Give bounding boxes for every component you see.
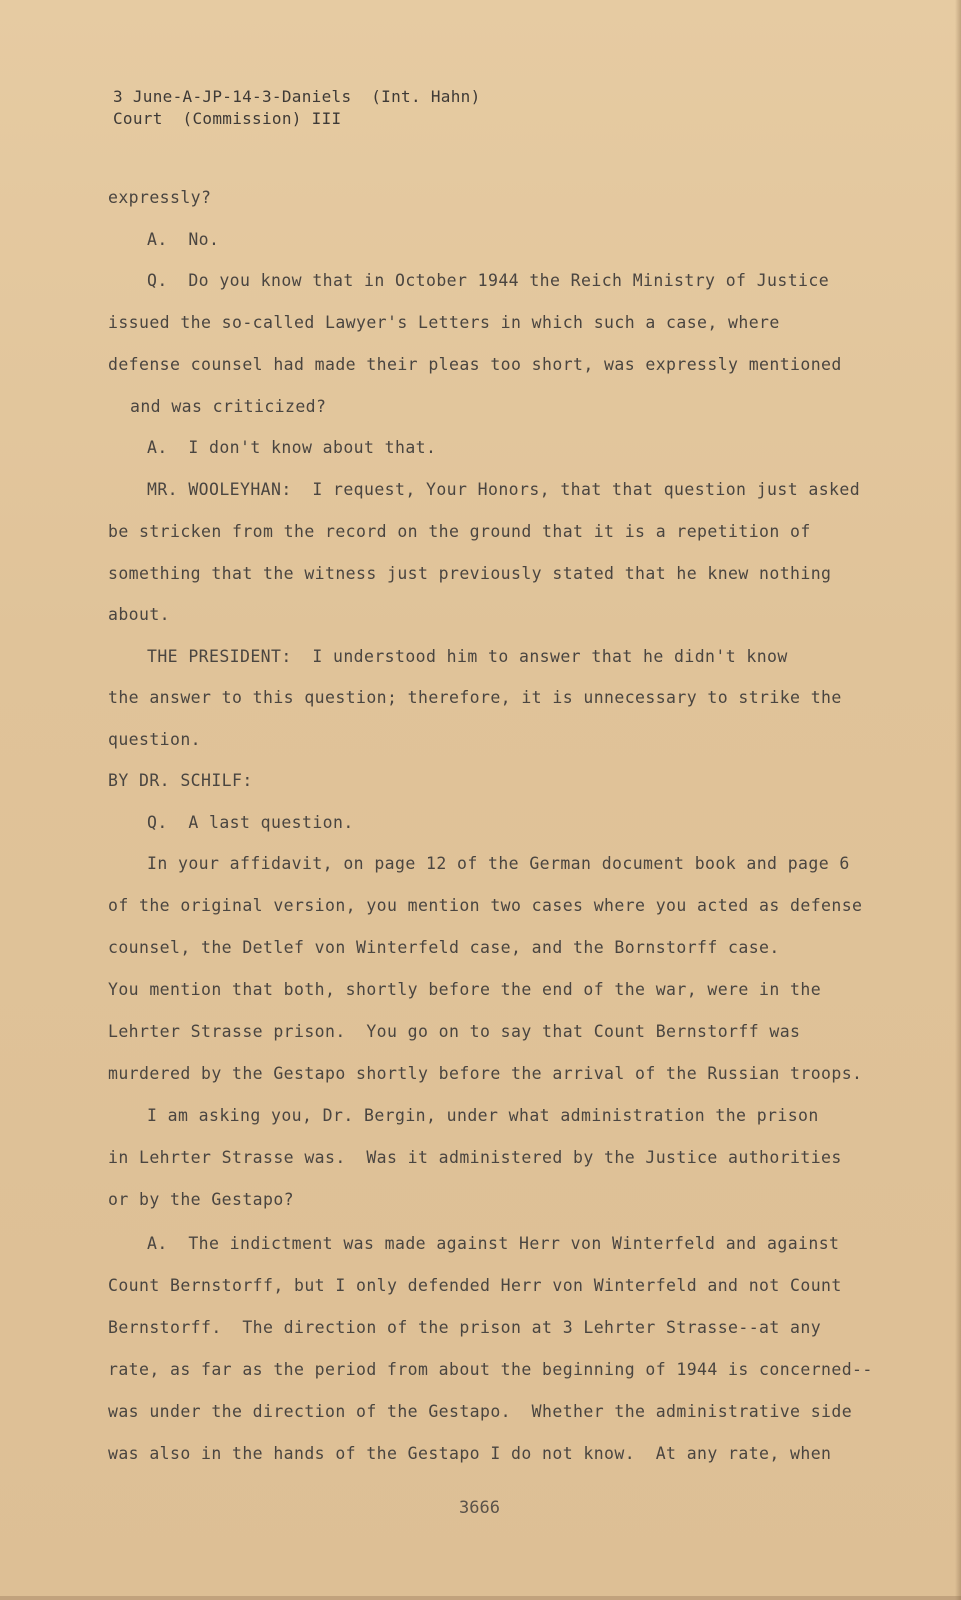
transcript-line: of the original version, you mention two cases where you acted as defense <box>108 896 863 915</box>
transcript-line: In your affidavit, on page 12 of the German document book and page 6 <box>147 854 850 873</box>
transcript-line: Bernstorff. The direction of the prison at 3 Lehrter Strasse--at any <box>108 1318 822 1337</box>
transcript-line: A. No. <box>147 230 220 249</box>
transcript-line: or by the Gestapo? <box>108 1190 295 1209</box>
transcript-line: about. <box>108 605 171 624</box>
header-court-line: Court (Commission) III <box>113 109 342 128</box>
page-bottom-edge <box>0 1596 961 1600</box>
transcript-line: You mention that both, shortly before the end of the war, were in the <box>108 980 822 999</box>
transcript-line: I am asking you, Dr. Bergin, under what administration the prison <box>147 1106 819 1125</box>
transcript-line: be stricken from the record on the ground that it is a repetition of <box>108 522 811 541</box>
transcript-line: Q. A last question. <box>147 813 354 832</box>
transcript-line: the answer to this question; therefore, it is unnecessary to strike the <box>108 688 842 707</box>
transcript-line: counsel, the Detlef von Winterfeld case, and the Bornstorff case. <box>108 938 780 957</box>
transcript-line: expressly? <box>108 188 212 207</box>
transcript-line: was also in the hands of the Gestapo I do not know. At any rate, when <box>108 1444 832 1463</box>
page-edge-shadow <box>955 0 961 1600</box>
transcript-line: BY DR. SCHILF: <box>108 771 253 790</box>
transcript-line: and was criticized? <box>130 397 327 416</box>
transcript-line: Q. Do you know that in October 1944 the Reich Ministry of Justice <box>147 271 830 290</box>
transcript-line: Count Bernstorff, but I only defended Herr von Winterfeld and not Count <box>108 1276 842 1295</box>
page-number: 3666 <box>459 1498 500 1518</box>
transcript-line: was under the direction of the Gestapo. Whether the administrative side <box>108 1402 853 1421</box>
transcript-line: defense counsel had made their pleas too short, was expressly mentioned <box>108 355 842 374</box>
transcript-line: issued the so-called Lawyer's Letters in which such a case, where <box>108 313 780 332</box>
transcript-line: murdered by the Gestapo shortly before the arrival of the Russian troops. <box>108 1064 863 1083</box>
transcript-line: A. I don't know about that. <box>147 438 437 457</box>
document-header <box>113 86 481 130</box>
transcript-line: MR. WOOLEYHAN: I request, Your Honors, that that question just asked <box>147 480 861 499</box>
transcript-line: rate, as far as the period from about the beginning of 1944 is concerned-- <box>108 1360 873 1379</box>
transcript-line: A. The indictment was made against Herr von Winterfeld and against <box>147 1234 840 1253</box>
transcript-line: something that the witness just previously stated that he knew nothing <box>108 564 832 583</box>
transcript-line: question. <box>108 730 202 749</box>
transcript-line: in Lehrter Strasse was. Was it administered by the Justice authorities <box>108 1148 842 1167</box>
transcript-line: THE PRESIDENT: I understood him to answer that he didn't know <box>147 647 788 666</box>
header-case-line: 3 June-A-JP-14-3-Daniels (Int. Hahn) <box>113 87 481 106</box>
transcript-line: Lehrter Strasse prison. You go on to say that Count Bernstorff was <box>108 1022 801 1041</box>
